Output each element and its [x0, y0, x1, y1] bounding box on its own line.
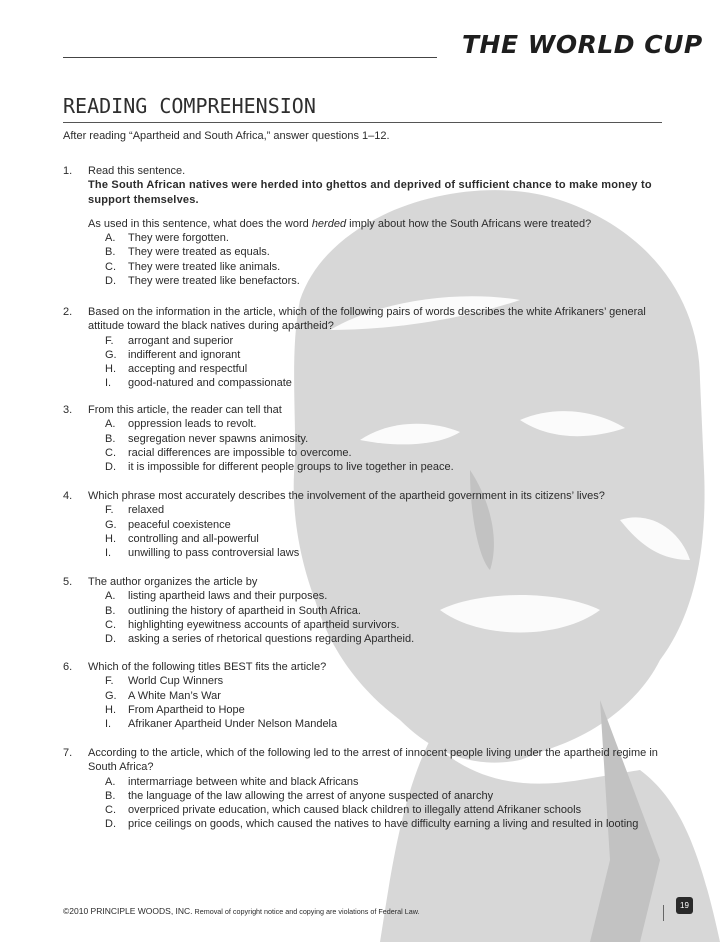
option-letter: A.: [105, 232, 116, 245]
footer-copyright: [63, 906, 419, 916]
option-text: outlining the history of apartheid in South Africa.: [128, 604, 361, 617]
option-letter: B.: [105, 789, 116, 802]
answer-options: [88, 775, 683, 832]
option-letter: D.: [105, 818, 116, 831]
option-letter: G.: [105, 518, 117, 531]
option-letter: B.: [105, 604, 116, 617]
option-letter: F.: [105, 675, 114, 688]
answer-option[interactable]: [88, 460, 683, 474]
option-letter: H.: [105, 532, 116, 545]
option-text: segregation never spawns animosity.: [128, 432, 309, 445]
option-letter: C.: [105, 618, 116, 631]
answer-option[interactable]: [88, 589, 683, 603]
question-3: [63, 403, 683, 474]
option-text: good-natured and compassionate: [128, 377, 292, 390]
answer-option[interactable]: [88, 803, 683, 817]
option-letter: F.: [105, 504, 114, 517]
option-text: it is impossible for different people groups to live together in peace.: [128, 461, 454, 474]
option-text: highlighting eyewitness accounts of apartheid survivors.: [128, 618, 400, 631]
answer-option[interactable]: [88, 245, 683, 259]
option-letter: D.: [105, 633, 116, 646]
option-text: overpriced private education, which caused black children to illegally attend Afrikaner schools: [128, 804, 582, 817]
answer-options: [88, 589, 683, 646]
option-letter: D.: [105, 461, 116, 474]
answer-option[interactable]: [88, 689, 683, 703]
question-lead: Read this sentence.: [88, 165, 186, 177]
header-title: THE WORLD CUP: [462, 30, 703, 59]
section-title: READING COMPREHENSION: [63, 94, 316, 118]
question-number: 2.: [63, 306, 73, 318]
answer-option[interactable]: [88, 674, 683, 688]
question-number: 3.: [63, 404, 73, 416]
option-letter: D.: [105, 275, 116, 288]
question-prompt: Which phrase most accurately describes the involvement of the apartheid government in its citizens’ lives?: [88, 490, 605, 502]
answer-options: [88, 674, 683, 731]
prompt-text: imply about how the South Africans were treated?: [346, 217, 592, 230]
option-text: arrogant and superior: [128, 334, 234, 347]
header-rule: [63, 57, 437, 58]
option-letter: B.: [105, 246, 116, 259]
option-text: From Apartheid to Hope: [128, 703, 245, 716]
option-text: relaxed: [128, 504, 165, 517]
answer-option[interactable]: [88, 518, 683, 532]
question-2: [63, 305, 683, 391]
copyright-holder: ©2010 PRINCIPLE WOODS, INC.: [63, 906, 193, 916]
prompt-text: As used in this sentence, what does the word: [88, 217, 312, 230]
answer-option[interactable]: [88, 632, 683, 646]
option-text: Afrikaner Apartheid Under Nelson Mandela: [128, 718, 338, 731]
option-text: unwilling to pass controversial laws: [128, 547, 300, 560]
question-prompt: The author organizes the article by: [88, 576, 258, 588]
question-6: [63, 660, 683, 731]
option-letter: H.: [105, 703, 116, 716]
answer-option[interactable]: [88, 376, 683, 390]
prompt-emphasis-word: herded: [311, 217, 347, 230]
answer-option[interactable]: [88, 546, 683, 560]
answer-option[interactable]: [88, 817, 683, 831]
question-quoted-sentence: The South African natives were herded into ghettos and deprived of sufficient chance to make money to support themselves.: [88, 179, 652, 206]
answer-option[interactable]: [88, 446, 683, 460]
option-text: A White Man’s War: [128, 689, 221, 702]
answer-option[interactable]: [88, 274, 683, 288]
question-number: 7.: [63, 747, 73, 759]
option-letter: A.: [105, 775, 116, 788]
answer-option[interactable]: [88, 604, 683, 618]
option-text: asking a series of rhetorical questions regarding Apartheid.: [128, 633, 415, 646]
question-number: 4.: [63, 490, 73, 502]
question-prompt: From this article, the reader can tell that: [88, 404, 282, 416]
answer-option[interactable]: [88, 432, 683, 446]
answer-option[interactable]: [88, 362, 683, 376]
option-text: intermarriage between white and black Africans: [128, 775, 359, 788]
option-letter: C.: [105, 804, 116, 817]
answer-option[interactable]: [88, 789, 683, 803]
answer-option[interactable]: [88, 334, 683, 348]
option-letter: C.: [105, 446, 116, 459]
answer-option[interactable]: [88, 717, 683, 731]
answer-option[interactable]: [88, 231, 683, 245]
answer-option[interactable]: [88, 532, 683, 546]
option-letter: I.: [105, 718, 112, 731]
option-text: peaceful coexistence: [128, 518, 231, 531]
option-text: They were treated as equals.: [128, 246, 270, 259]
answer-option[interactable]: [88, 703, 683, 717]
option-text: listing apartheid laws and their purposes.: [128, 590, 328, 603]
answer-option[interactable]: [88, 260, 683, 274]
question-number: 6.: [63, 661, 73, 673]
option-letter: I.: [105, 377, 112, 390]
question-number: 1.: [63, 165, 73, 177]
option-letter: H.: [105, 363, 116, 376]
option-text: price ceilings on goods, which caused the natives to have difficulty earning a living and resulted in looting: [128, 818, 639, 831]
page-number-badge: 19: [676, 897, 693, 914]
option-text: They were treated like animals.: [128, 260, 281, 273]
question-number: 5.: [63, 576, 73, 588]
answer-options: [88, 503, 683, 560]
question-4: [63, 489, 683, 560]
instructions: After reading “Apartheid and South Africa,” answer questions 1–12.: [63, 130, 390, 142]
question-prompt: [88, 217, 683, 231]
option-letter: G.: [105, 348, 117, 361]
question-prompt: According to the article, which of the following led to the arrest of innocent people living under the apartheid regime in South Africa?: [88, 747, 658, 774]
question-1: [63, 164, 683, 288]
answer-options: [88, 417, 683, 474]
section-rule: [63, 122, 662, 123]
option-letter: F.: [105, 334, 114, 347]
answer-options: [88, 334, 683, 391]
option-letter: A.: [105, 418, 116, 431]
question-prompt: Which of the following titles BEST fits the article?: [88, 661, 327, 673]
option-letter: C.: [105, 260, 116, 273]
question-7: [63, 746, 683, 832]
option-letter: A.: [105, 590, 116, 603]
option-letter: B.: [105, 432, 116, 445]
option-text: They were treated like benefactors.: [128, 275, 300, 288]
answer-option[interactable]: [88, 775, 683, 789]
answer-option[interactable]: [88, 348, 683, 362]
footer-divider: [663, 905, 664, 921]
answer-option[interactable]: [88, 503, 683, 517]
option-text: World Cup Winners: [128, 675, 224, 688]
answer-options: [88, 231, 683, 288]
option-text: the language of the law allowing the arrest of anyone suspected of anarchy: [128, 789, 494, 802]
option-letter: I.: [105, 547, 112, 560]
option-text: racial differences are impossible to overcome.: [128, 446, 352, 459]
option-text: indifferent and ignorant: [128, 348, 241, 361]
copyright-notice: Removal of copyright notice and copying are violations of Federal Law.: [192, 907, 420, 916]
option-text: accepting and respectful: [128, 363, 248, 376]
question-5: [63, 575, 683, 646]
option-text: controlling and all-powerful: [128, 532, 259, 545]
answer-option[interactable]: [88, 618, 683, 632]
answer-option[interactable]: [88, 417, 683, 431]
option-text: oppression leads to revolt.: [128, 418, 257, 431]
option-text: They were forgotten.: [128, 232, 229, 245]
question-prompt: Based on the information in the article, which of the following pairs of words describes the white Afrikaners’ general attitude toward the black natives during apartheid?: [88, 306, 646, 333]
option-letter: G.: [105, 689, 117, 702]
